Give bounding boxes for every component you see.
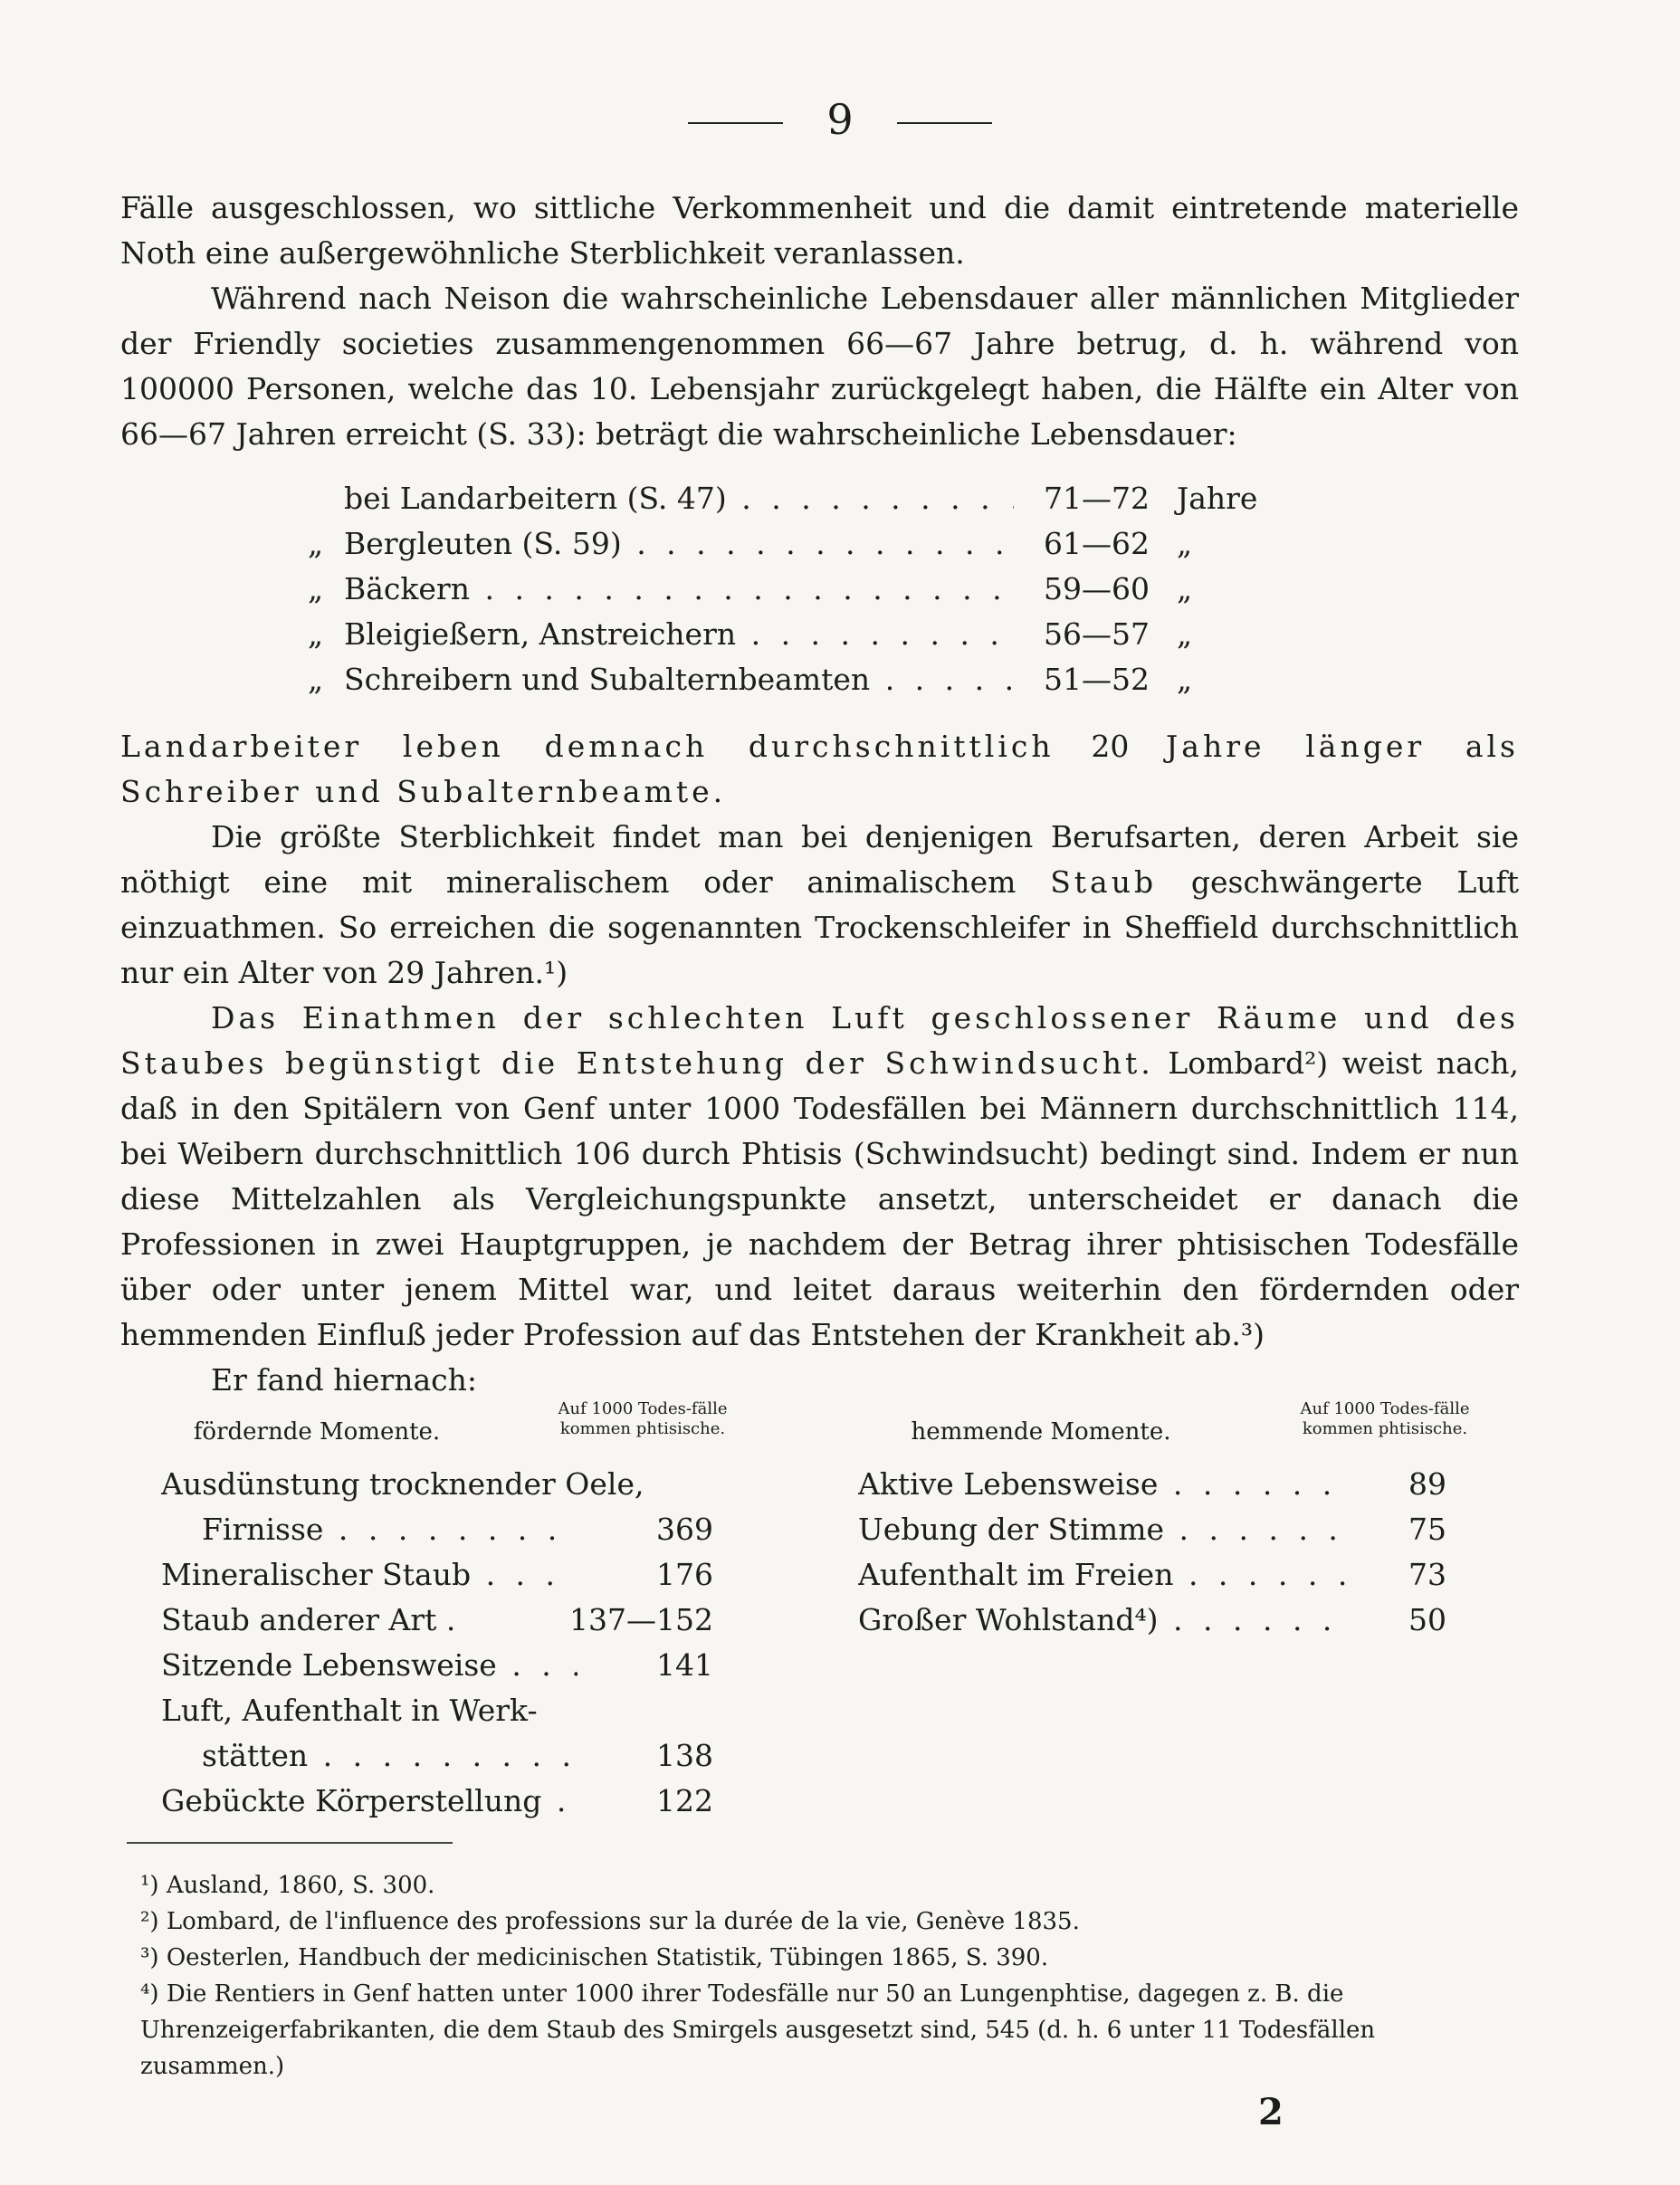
ditto-mark: „ (308, 616, 324, 652)
moment-label: Uebung der Stimme . . . (858, 1507, 1347, 1552)
paragraph-3-number: 20 (1054, 729, 1167, 764)
lifespan-row (308, 476, 1322, 521)
right-value-header: Auf 1000 Todes-fälle kommen phtisische. (1300, 1399, 1470, 1438)
footnote-mark: ²) (140, 1908, 159, 1935)
spaced-emphasis: Landarbeiter leben demnach durchschnittlich (120, 729, 1055, 764)
spaced-emphasis: Jahre länger als Schreiber und Subalternbeamte. (120, 729, 1519, 809)
lifespan-label: bei Landarbeitern (S. 47) . . . (344, 476, 1014, 521)
moment-row (161, 1552, 713, 1598)
moment-row (161, 1462, 713, 1507)
footnote-mark: ³) (140, 1944, 159, 1971)
moment-label: Gebückte Körperstellung . . . (161, 1779, 578, 1824)
header-rule-left (688, 122, 783, 124)
moment-label: Mineralischer Staub . . . (161, 1552, 578, 1598)
paragraph-4-text: Die größte Sterblichkeit findet man bei denjenigen Berufsarten, deren Arbeit sie nöthigt eine mit mineralischem oder animalischem (120, 819, 1519, 900)
moment-label: Sitzende Lebensweise . . . (161, 1643, 578, 1688)
moment-label: Großer Wohlstand⁴) . . . (858, 1598, 1347, 1643)
moment-row (858, 1507, 1446, 1552)
moment-row (161, 1507, 713, 1552)
footnote-text: Lombard, de l'influence des professions sur la durée de la vie, Genève 1835. (166, 1908, 1080, 1935)
paragraph-3 (120, 724, 1519, 815)
moment-row (858, 1552, 1446, 1598)
footnote-3 (140, 1940, 1516, 1976)
moment-value: 89 (1408, 1466, 1446, 1502)
moment-label: Luft, Aufenthalt in Werk- (161, 1693, 538, 1728)
lifespan-unit: „ (1177, 616, 1193, 652)
moment-value: 138 (656, 1738, 713, 1773)
inhibiting-moments-list (858, 1462, 1446, 1643)
moment-row (858, 1462, 1446, 1507)
lifespan-label: Bäckern . . . (344, 567, 1014, 612)
footnote-text: Ausland, 1860, S. 300. (166, 1872, 435, 1899)
lifespan-value: 71—72 (1044, 481, 1150, 516)
paragraph-2: Während nach Neison die wahrscheinliche Lebensdauer aller männlichen Mitglieder der Friendly societies zusammengenommen 66—67 Jahre betrug, d. h. während von 100000 Personen, welche das 10. Lebensjahr zurückgelegt haben, die Hälfte ein Alter von 66—67 Jahren erreicht (S. 33): beträgt die wahrscheinliche Lebensdauer: (120, 281, 1519, 452)
promoting-moments-list (161, 1462, 713, 1824)
moment-label: Firnisse . . . (161, 1507, 578, 1552)
paragraph-4 (120, 815, 1519, 996)
paragraph-1: Fälle ausgeschlossen, wo sittliche Verkommenheit und die damit eintretende materielle Noth eine außergewöhnliche Sterblichkeit veranlassen. (120, 190, 1519, 271)
footnote-text: Die Rentiers in Genf hatten unter 1000 ihrer Todesfälle nur 50 an Lungenphtise, dagegen z. B. die Uhrenzeigerfabrikanten, die dem Staub des Smirgels ausgesetzt sind, 545 (d. h. 6 unter 11 Todesfällen zusammen.) (140, 1980, 1376, 2080)
lifespan-unit: „ (1177, 571, 1193, 606)
lifespan-unit: Jahre (1177, 481, 1258, 516)
moment-row (161, 1733, 713, 1779)
moment-value: 137—152 (569, 1602, 713, 1637)
page-number: 9 (826, 95, 854, 144)
lifespan-value: 59—60 (1044, 571, 1150, 606)
lifespan-row (308, 612, 1322, 657)
moment-label: Ausdünstung trocknender Oele, (161, 1466, 644, 1502)
moment-value: 50 (1408, 1602, 1446, 1637)
page-header (0, 95, 1680, 144)
moment-row (858, 1598, 1446, 1643)
moment-row (161, 1598, 713, 1643)
moment-label: Aufenthalt im Freien . . . (858, 1552, 1347, 1598)
moment-row (161, 1643, 713, 1688)
lifespan-value: 51—52 (1044, 662, 1150, 697)
paragraph-6: Er fand hiernach: (211, 1362, 478, 1398)
right-column-header: hemmende Momente. (911, 1418, 1171, 1446)
footnote-4 (140, 1976, 1516, 2085)
spaced-emphasis: Das Einathmen der schlechten Luft geschlossener Räume und des Staubes begünstigt die Entstehung der Schwindsucht. (120, 1000, 1519, 1081)
lifespan-row (308, 567, 1322, 612)
ditto-mark: „ (308, 526, 324, 561)
signature-mark: 2 (1258, 2091, 1284, 2133)
paragraph-5-text: Lombard²) weist nach, daß in den Spitälern von Genf unter 1000 Todesfällen bei Männern durchschnittlich 114, bei Weibern durchschnittlich 106 durch Phtisis (Schwindsucht) bedingt sind. Indem er nun diese Mittelzahlen als Vergleichungspunkte ansetzt, unterscheidet er danach die Professionen in zwei Hauptgruppen, je nachdem der Betrag ihrer phtisischen Todesfälle über oder unter jenem Mittel war, und leitet daraus weiterhin den fördernden oder hemmenden Einfluß jeder Profession auf das Entstehen der Krankheit ab.³) (120, 1045, 1519, 1352)
footnote-mark: ¹) (140, 1872, 159, 1899)
moment-value: 369 (656, 1512, 713, 1547)
lifespan-unit: „ (1177, 526, 1193, 561)
lifespan-label: Bleigießern, Anstreichern . . . (344, 612, 1014, 657)
moment-label: stätten . . . (161, 1733, 578, 1779)
ditto-mark: „ (308, 571, 324, 606)
moment-value: 141 (656, 1647, 713, 1683)
lifespan-table (308, 476, 1322, 702)
moment-label: Staub anderer Art . (161, 1602, 456, 1637)
lifespan-label: Schreibern und Subalternbeamten . . . (344, 657, 1014, 702)
paragraph-5 (120, 996, 1519, 1358)
moment-value: 75 (1408, 1512, 1446, 1547)
header-rule-right (897, 122, 992, 124)
lifespan-value: 61—62 (1044, 526, 1150, 561)
footnote-2 (140, 1904, 1516, 1940)
left-value-header: Auf 1000 Todes-fälle kommen phtisische. (558, 1399, 728, 1438)
moment-row (161, 1779, 713, 1824)
lifespan-row (308, 521, 1322, 567)
moment-value: 73 (1408, 1557, 1446, 1592)
lifespan-unit: „ (1177, 662, 1193, 697)
footnote-mark: ⁴) (140, 1980, 159, 2008)
lifespan-value: 56—57 (1044, 616, 1150, 652)
lifespan-row (308, 657, 1322, 702)
footnote-text: Oesterlen, Handbuch der medicinischen Statistik, Tübingen 1865, S. 390. (166, 1944, 1049, 1971)
footnote-divider (127, 1842, 453, 1844)
ditto-mark: „ (308, 662, 324, 697)
paragraph-4-text: geschwängerte Luft einzuathmen. So erreichen die sogenannten Trockenschleifer in Sheffield durchschnittlich nur ein Alter von 29 Jahren.¹) (120, 864, 1520, 990)
lifespan-label: Bergleuten (S. 59) . . . (344, 521, 1014, 567)
moment-value: 122 (656, 1783, 713, 1818)
moment-label: Aktive Lebensweise . . . (858, 1462, 1347, 1507)
left-column-header: fördernde Momente. (193, 1418, 441, 1446)
spaced-emphasis: Staub (1050, 864, 1158, 900)
moment-value: 176 (656, 1557, 713, 1592)
ditto-mark (308, 476, 344, 521)
moment-row (161, 1688, 713, 1733)
footnote-1 (140, 1867, 1516, 1904)
